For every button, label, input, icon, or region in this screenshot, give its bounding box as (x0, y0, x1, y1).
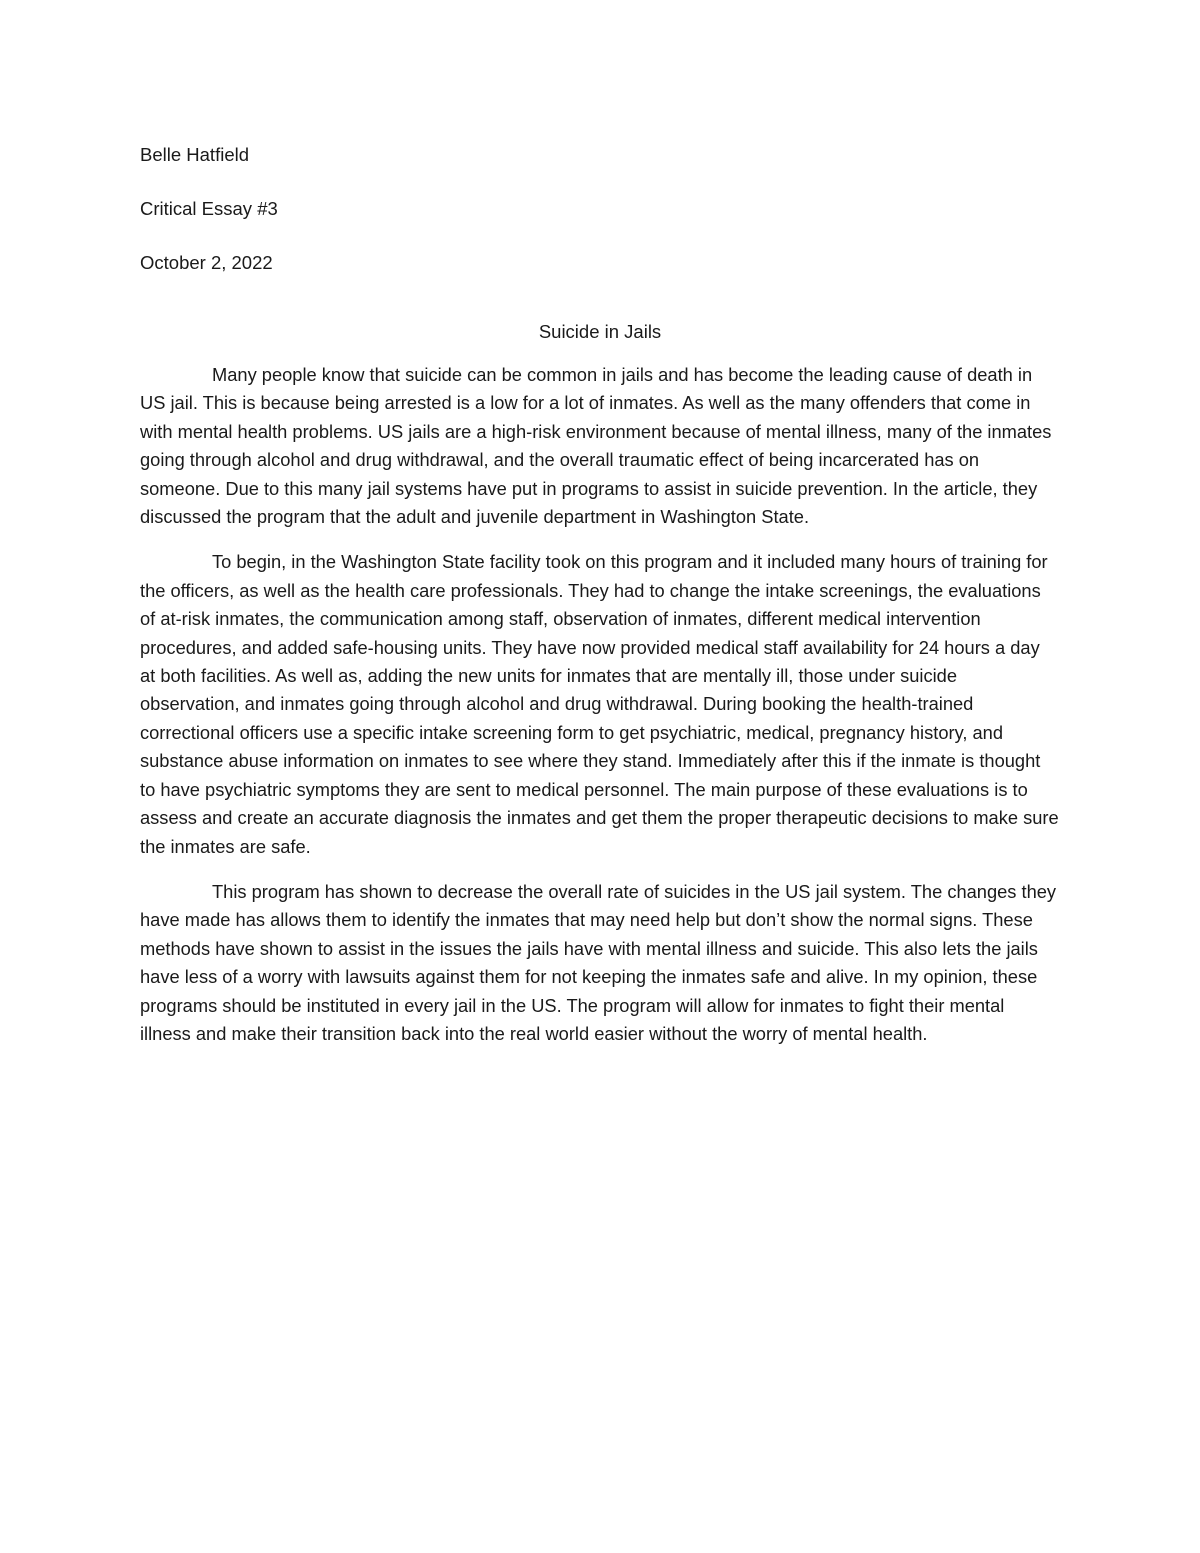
assignment-title: Critical Essay #3 (140, 198, 278, 219)
paragraph-1: Many people know that suicide can be common in jails and has become the leading cause of death in US jail. This is because being arrested is a low for a lot of inmates. As well as the many offenders that come in with mental health problems. US jails are a high-risk environment because of mental illness, many of the inmates going through alcohol and drug withdrawal, and the overall traumatic effect of being incarcerated has on someone. Due to this many jail systems have put in programs to assist in suicide prevention. In the article, they discussed the program that the adult and juvenile department in Washington State. (140, 364, 1052, 528)
author-name: Belle Hatfield (140, 144, 250, 165)
essay-body (140, 361, 1060, 1065)
essay-header (140, 141, 740, 303)
essay-date: October 2, 2022 (140, 252, 273, 273)
paragraph-3: This program has shown to decrease the overall rate of suicides in the US jail system. The changes they have made has allows them to identify the inmates that may need help but don’t show the normal signs. These methods have shown to assist in the issues the jails have with mental illness and suicide. This also lets the jails have less of a worry with lawsuits against them for not keeping the inmates safe and alive. In my opinion, these programs should be instituted in every jail in the US. The program will allow for inmates to fight their mental illness and make their transition back into the real world easier without the worry of mental health. (140, 880, 1057, 1044)
paragraph-2: To begin, in the Washington State facility took on this program and it included many hours of training for the officers, as well as the health care professionals. They had to change the intake screenings, the evaluations of at-risk inmates, the communication among staff, observation of inmates, different medical intervention procedures, and added safe-housing units. They have now provided medical staff availability for 24 hours a day at both facilities. As well as, adding the new units for inmates that are mentally ill, those under suicide observation, and inmates going through alcohol and drug withdrawal. During booking the health-trained correctional officers use a specific intake screening form to get psychiatric, medical, pregnancy history, and substance abuse information on inmates to see where they stand. Immediately after this if the inmate is thought to have psychiatric symptoms they are sent to medical personnel. The main purpose of these evaluations is to assess and create an accurate diagnosis the inmates and get them the proper therapeutic decisions to make sure the inmates are safe. (140, 551, 1059, 857)
essay-title: Suicide in Jails (538, 321, 662, 342)
